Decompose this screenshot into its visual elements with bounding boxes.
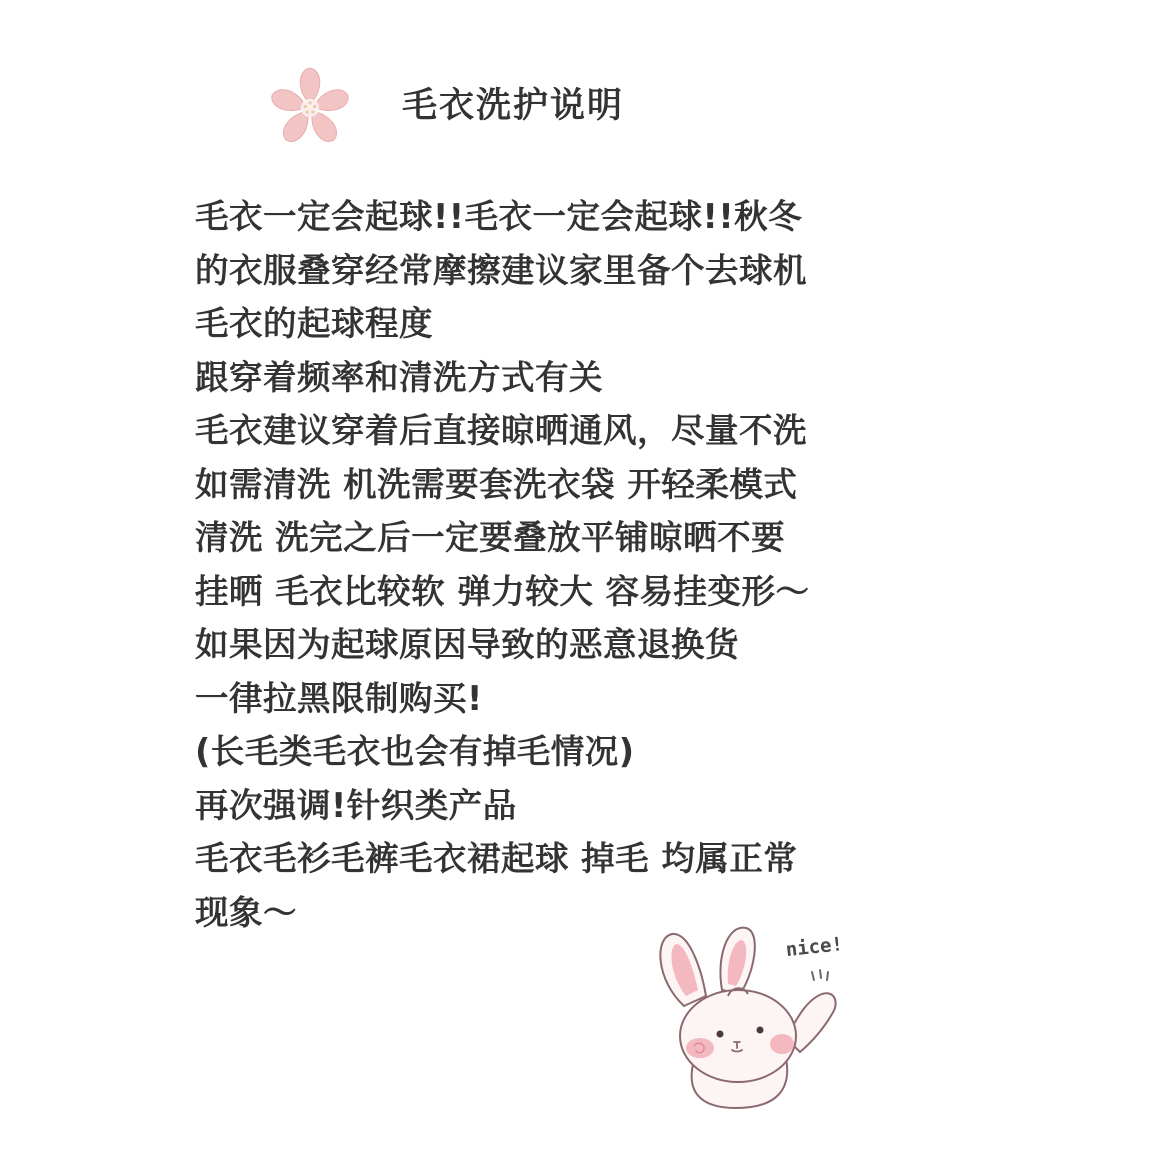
bunny-nice-text: nice! bbox=[784, 933, 844, 962]
instruction-line: 毛衣毛衫毛裤毛衣裙起球 掉毛 均属正常 bbox=[195, 839, 798, 878]
sakura-flower-icon bbox=[258, 62, 362, 152]
instruction-line: 毛衣的起球程度 bbox=[195, 304, 433, 343]
bunny-waving-icon bbox=[636, 910, 876, 1110]
instruction-line: 挂晒 毛衣比较软 弹力较大 容易挂变形～ bbox=[195, 571, 810, 611]
instruction-line: 跟穿着频率和清洗方式有关 bbox=[195, 357, 603, 397]
instruction-line: 毛衣一定会起球!!毛衣一定会起球!!秋冬 bbox=[195, 197, 803, 236]
instruction-line: 如果因为起球原因导致的恶意退换货 bbox=[195, 625, 739, 664]
instruction-line: 再次强调!针织类产品 bbox=[195, 785, 517, 825]
instruction-line: 毛衣建议穿着后直接晾晒通风，尽量不洗 bbox=[195, 411, 807, 450]
instruction-line: 如需清洗 机洗需要套洗衣袋 开轻柔模式 bbox=[195, 464, 798, 504]
instruction-line: 的衣服叠穿经常摩擦建议家里备个去球机 bbox=[195, 250, 807, 290]
instruction-text-block bbox=[195, 190, 995, 939]
page-title: 毛衣洗护说明 bbox=[402, 86, 625, 126]
instruction-line: 现象～ bbox=[195, 892, 297, 932]
instruction-line: 一律拉黑限制购买! bbox=[195, 678, 483, 718]
instruction-line: (长毛类毛衣也会有掉毛情况) bbox=[195, 732, 635, 771]
instruction-line: 清洗 洗完之后一定要叠放平铺晾晒不要 bbox=[195, 518, 786, 557]
